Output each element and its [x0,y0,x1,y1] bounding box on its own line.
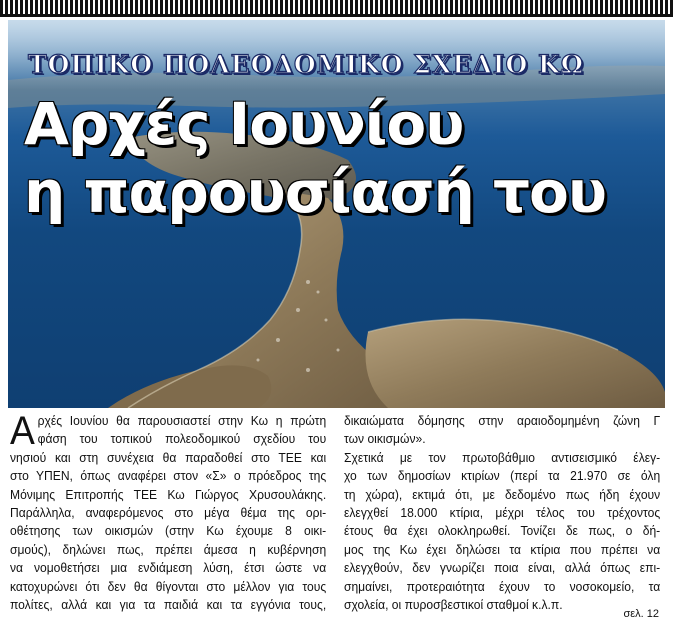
text-line: των οικισμών». [344,431,426,447]
text-line: χο των δημοσίων κτιρίων (περί τα 21.970 σε όλη [344,468,661,484]
text-line: τη χώρα), εκτιμά ότι, με δεδομένο πως ήδη έχουν [344,486,661,502]
text-line: να νομοθετήσει μια ενδιάμεση λύση, έτσι ώστε να [10,560,327,576]
text-line: στο ΥΠΕΝ, όπως αναφέρει στον «Σ» ο πρόεδρος της [10,468,327,484]
headline [24,90,664,226]
text-line: ελεγχθούν, δεν γνωρίζει ποια είναι, αλλά όπως επι- [344,560,661,576]
text-line: Σχετικά με τον πρωτοβάθμιο αντισεισμικό έλεγ- [344,449,661,465]
text-line: φάση του τοπικού πολεοδομικού σχεδίου του [37,431,327,447]
headline-line-1: Αρχές Ιουνίου [24,90,464,158]
text-line: ρχές Ιουνίου θα παρουσιαστεί στην Κω η πρώτη [37,413,327,428]
drop-cap: Α [10,409,35,453]
text-line: οθέτησης των οικισμών (στην Κω έχουμε 8 οικι- [10,523,327,539]
article-column-1 [10,409,327,614]
text-line: δικαιώματα δόμησης στην αραιοδομημένη ζώνη Γ [344,413,661,428]
text-line: νησιού και στη συνέχεια θα παραδοθεί στο ΤΕΕ και [10,449,327,465]
headline-line-2: η παρουσίασή του [24,158,607,226]
text-line: πολίτες, αλλά και για τα παιδιά και τα εγγόνια τους, [10,597,327,613]
top-rule-line [0,14,673,17]
text-line: σημαίνει, προτεραιότητα έχουν το νοσοκομείο, τα [344,578,661,594]
article-column-2 [344,412,660,614]
top-pattern-rule [0,0,673,14]
text-line: μος της Κω έχει δηλώσει τα κτίρια που πρέπει να [344,541,661,557]
text-line: κατοχυρώνει ότι δεν θα θίγονται στο μέλλον για τους [10,578,327,594]
text-line: ελεγχθεί 18.000 κτίρια, μέχρι τέλος του τρέχοντος [344,505,661,521]
aerial-island-photo [8,20,665,408]
text-line: σχολεία, οι πυροσβεστικοί σταθμοί κ.λ.π. [344,597,563,613]
page-reference: σελ. 12 [623,608,659,620]
text-line: Μόνιμης Επιτροπής ΤΕΕ Κω Γιώργος Χρυσουλάκης. [10,486,327,502]
text-line: σμούς), δηλώνει πως, πρέπει άμεσα η κυβέρνηση [10,541,327,557]
text-line: έτους θα έχει ολοκληρωθεί. Τονίζει δε πως, ο δή- [344,523,661,539]
text-line: Παράλληλα, αναφερόμενος στο μέγα θέμα της ορι- [10,505,327,521]
kicker-title: ΤΟΠΙΚΟ ΠΟΛΕΟΔΟΜΙΚΟ ΣΧΕΔΙΟ ΚΩ [28,50,584,79]
